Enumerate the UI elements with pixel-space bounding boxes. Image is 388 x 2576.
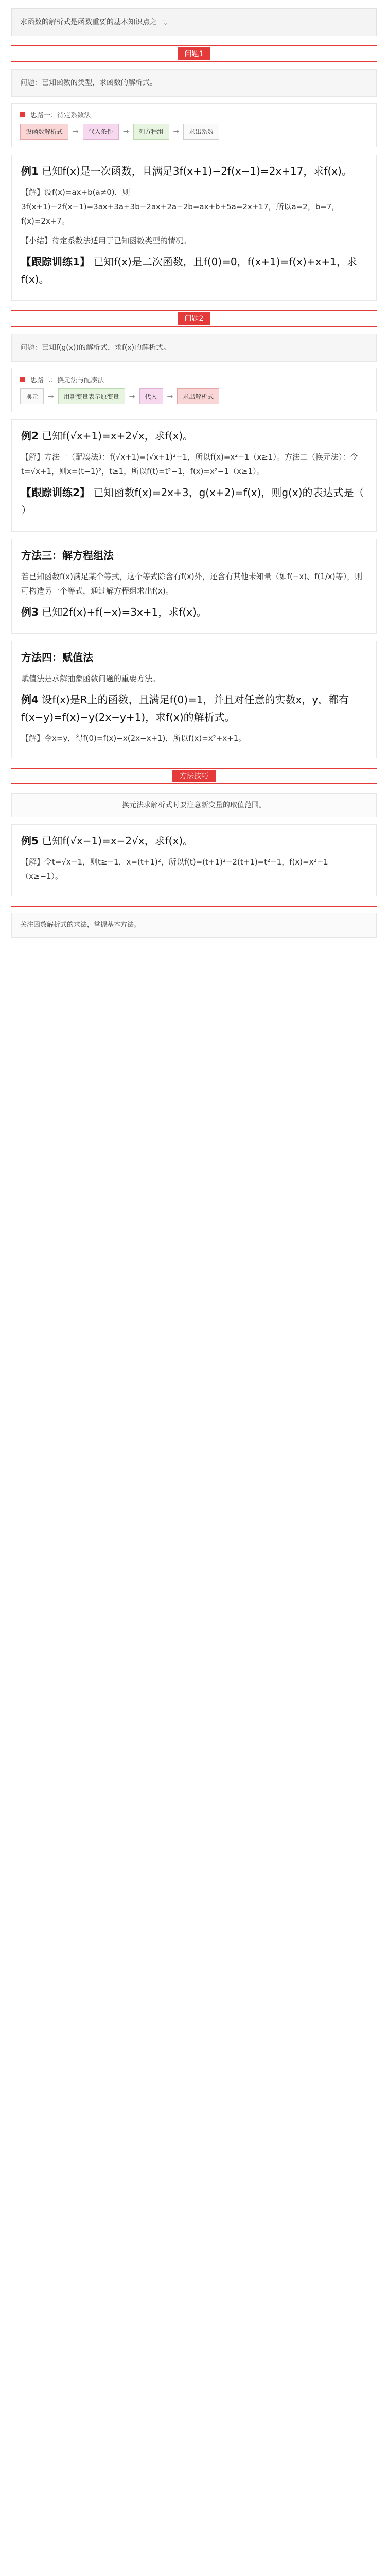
method4-title: 方法四：赋值法 <box>21 651 93 664</box>
tips-box <box>11 793 377 817</box>
section1-diagram-header <box>20 110 368 120</box>
ex3-title: 例3 <box>21 606 39 618</box>
section1-tag: 问题1 <box>178 47 211 60</box>
ex1-summary: 【小结】待定系数法适用于已知函数类型的情况。 <box>21 236 191 245</box>
ex2-text: 已知f(√x+1)=x+2√x，求f(x)。 <box>42 430 193 442</box>
train2-line <box>21 484 367 519</box>
section2-diagram <box>11 368 377 412</box>
arrow-right-icon: → <box>167 392 173 401</box>
ex4-line <box>21 691 367 726</box>
ex4-solution: 【解】令x=y，得f(0)=f(x)−x(2x−x+1)，所以f(x)=x²+x+1。 <box>21 734 246 743</box>
footer-box <box>11 913 377 938</box>
section1-flow <box>20 124 368 140</box>
diagram-tag-icon <box>20 377 25 382</box>
method3-text: 若已知函数f(x)满足某个等式，这个等式除含有f(x)外，还含有其他未知量（如f(−x)、f(1/x)等），则可构造另一个等式，通过解方程组求出f(x)。 <box>21 572 363 596</box>
arrow-right-icon: → <box>73 127 79 136</box>
ex5-content <box>11 824 377 896</box>
arrow-right-icon: → <box>129 392 135 401</box>
examples1-content <box>11 155 377 301</box>
ex2-solution: 【解】方法一（配凑法）：f(√x+1)=(√x+1)²−1，所以f(x)=x²−1（x≥1）。方法二（换元法）：令t=√x+1，则x=(t−1)²，t≥1，所以f(t)=t²−1，f(x)=x²−1（x≥1）。 <box>21 452 358 476</box>
intro-text: 求函数的解析式是函数重要的基本知识点之一。 <box>20 18 171 26</box>
page-bottom-spacer <box>0 950 388 1074</box>
tips-box-text: 换元法求解析式时要注意新变量的取值范围。 <box>122 801 266 809</box>
tips-title-bar <box>11 768 377 784</box>
arrow-right-icon: → <box>122 127 129 136</box>
tips-tag: 方法技巧 <box>172 770 216 782</box>
method3-title: 方法三：解方程组法 <box>21 549 114 562</box>
ex5-solution: 【解】令t=√x−1，则t≥−1，x=(t+1)²，所以f(t)=(t+1)²−2(t+1)=t²−1，f(x)=x²−1（x≥−1）。 <box>21 857 328 881</box>
method4-content <box>11 641 377 758</box>
ex3-line <box>21 603 367 621</box>
section1-question <box>11 69 377 97</box>
section2-flow <box>20 388 368 404</box>
flow-node-1: 设函数解析式 <box>20 124 68 140</box>
section2-title-bar <box>11 310 377 327</box>
ex2-title-line <box>21 427 367 445</box>
ex5-title: 例5 <box>21 835 39 847</box>
arrow-right-icon: → <box>173 127 180 136</box>
flow-node-4: 求出系数 <box>183 124 219 140</box>
ex4-text: 设f(x)是R上的函数，且满足f(0)=1，并且对任意的实数x，y，都有f(x−y)=f(x)−y(2x−y+1)，求f(x)的解析式。 <box>21 693 349 723</box>
ex4-title: 例4 <box>21 693 39 706</box>
section2-diagram-header-text: 思路二：换元法与配凑法 <box>30 377 104 384</box>
train1-line <box>21 253 367 288</box>
flow-node-3: 列方程组 <box>133 124 169 140</box>
ex3-text: 已知2f(x)+f(−x)=3x+1，求f(x)。 <box>42 606 207 618</box>
method3-content <box>11 539 377 634</box>
train2-title: 【跟踪训练2】 <box>21 486 90 499</box>
intro-box <box>11 8 377 36</box>
arrow-right-icon: → <box>48 392 54 401</box>
ex2-title: 例2 <box>21 430 39 442</box>
flow2-node-3: 代入 <box>139 388 163 404</box>
diagram-tag-icon <box>20 112 25 117</box>
ex1-title-line <box>21 162 367 180</box>
method4-text: 赋值法是求解抽象函数问题的重要方法。 <box>21 674 161 683</box>
ex5-text: 已知f(√x−1)=x−2√x，求f(x)。 <box>42 835 193 847</box>
section2-tag: 问题2 <box>178 312 211 325</box>
flow2-node-2: 用新变量表示原变量 <box>58 388 125 404</box>
flow2-node-4: 求出解析式 <box>177 388 219 404</box>
footer-text: 关注函数解析式的求法，掌握基本方法。 <box>20 921 141 929</box>
ex5-line <box>21 832 367 850</box>
ex1-text: 已知f(x)是一次函数，且满足3f(x+1)−2f(x−1)=2x+17，求f(x)。 <box>42 165 352 177</box>
section2-diagram-header <box>20 375 368 384</box>
train1-text: 已知f(x)是二次函数，且f(0)=0，f(x+1)=f(x)+x+1，求f(x)。 <box>21 256 357 285</box>
examples2-content <box>11 419 377 532</box>
flow2-node-1: 换元 <box>20 388 44 404</box>
section1-title-bar <box>11 45 377 62</box>
section2-question-text: 问题：已知f(g(x))的解析式，求f(x)的解析式。 <box>20 344 171 352</box>
ex1-title: 例1 <box>21 165 39 177</box>
section2-question <box>11 334 377 362</box>
section1-question-text: 问题：已知函数的类型，求函数的解析式。 <box>20 79 157 87</box>
ex1-solution: 【解】设f(x)=ax+b(a≠0)，则3f(x+1)−2f(x−1)=3ax+3a+3b−2ax+2a−2b=ax+b+5a=2x+17，所以a=2，b=7，f(x)=2x+7。 <box>21 188 340 226</box>
train1-title: 【跟踪训练1】 <box>21 256 90 268</box>
section1-diagram <box>11 103 377 147</box>
footer-divider <box>11 906 377 907</box>
train2-text: 已知函数f(x)=2x+3，g(x+2)=f(x)，则g(x)的表达式是（ ） <box>21 486 364 516</box>
section1-diagram-header-text: 思路一：待定系数法 <box>30 112 91 120</box>
flow-node-2: 代入条件 <box>83 124 119 140</box>
